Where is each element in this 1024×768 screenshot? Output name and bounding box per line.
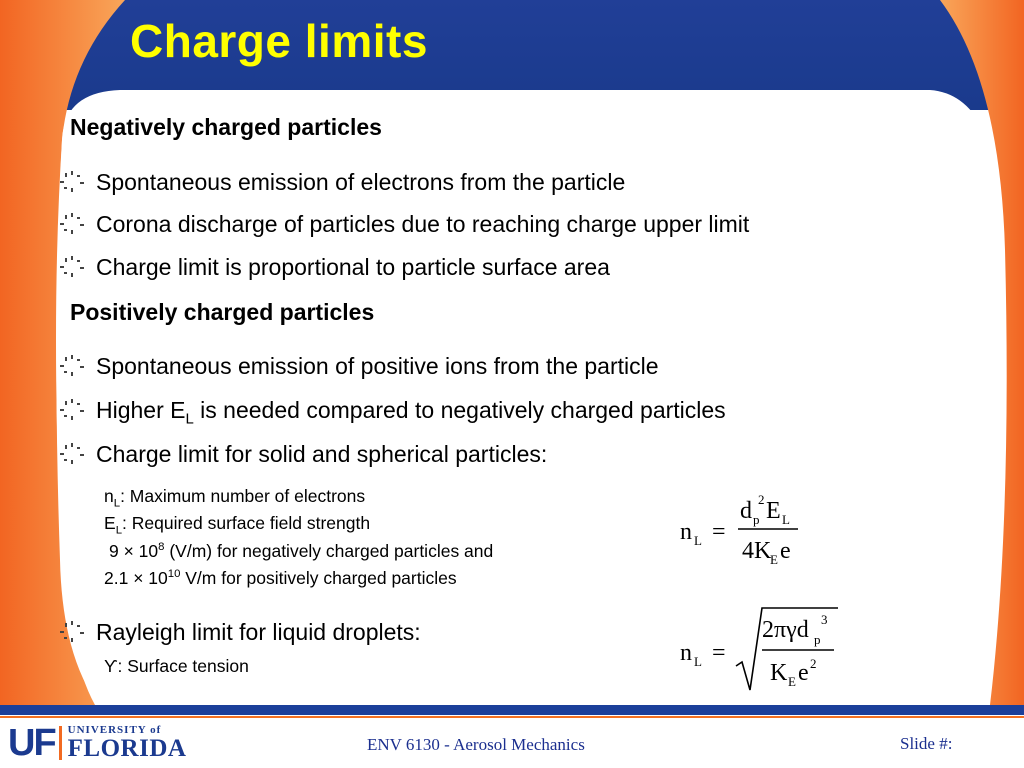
rayleigh-limit-equation bbox=[678, 604, 848, 694]
slide-title: Charge limits bbox=[130, 15, 428, 67]
svg-text:K: K bbox=[770, 660, 788, 686]
bullet-negative-2 bbox=[58, 211, 749, 238]
uf-logo bbox=[8, 722, 186, 764]
svg-text:L: L bbox=[694, 533, 702, 548]
bullet-text: Charge limit for solid and spherical particles: bbox=[96, 441, 548, 467]
svg-text:L: L bbox=[694, 654, 702, 669]
logo-divider bbox=[59, 726, 62, 760]
note-surface-tension: ϒ: Surface tension bbox=[104, 656, 249, 676]
svg-text:E: E bbox=[766, 498, 781, 524]
svg-text:n: n bbox=[680, 519, 692, 545]
svg-text:E: E bbox=[788, 674, 796, 689]
svg-text:2πγd: 2πγd bbox=[762, 617, 809, 643]
EL-text: : Required surface field strength bbox=[122, 513, 371, 533]
bullet-text-post: is needed compared to negatively charged particles bbox=[193, 397, 726, 423]
uf-logo-mark: UF bbox=[8, 721, 55, 764]
logo-wordmark bbox=[68, 725, 187, 761]
bullet-text: Corona discharge of particles due to reaching charge upper limit bbox=[96, 211, 750, 237]
footer-orange-line bbox=[0, 716, 1024, 718]
bullet-icon bbox=[58, 213, 88, 235]
logo-florida: FLORIDA bbox=[67, 735, 187, 762]
svg-text:4K: 4K bbox=[742, 538, 772, 564]
svg-text:2: 2 bbox=[758, 492, 765, 507]
neg-value-exp: 8 bbox=[158, 541, 165, 554]
bullet-icon bbox=[58, 443, 88, 465]
neg-value-pre: 9 × 10 bbox=[109, 541, 159, 561]
bullet-rayleigh bbox=[58, 619, 421, 646]
bullet-text: Rayleigh limit for liquid droplets: bbox=[96, 619, 421, 645]
nL-symbol: n bbox=[104, 486, 114, 506]
svg-text:=: = bbox=[712, 519, 726, 545]
EL-sub: L bbox=[115, 524, 123, 537]
svg-text:2: 2 bbox=[810, 656, 817, 671]
bullet-icon bbox=[58, 355, 88, 377]
positive-heading: Positively charged particles bbox=[70, 299, 375, 325]
svg-text:n: n bbox=[680, 640, 692, 666]
note-EL bbox=[104, 513, 370, 537]
bullet-text: Charge limit is proportional to particle surface area bbox=[96, 254, 610, 280]
svg-text:d: d bbox=[740, 498, 752, 524]
pos-value-pre: 2.1 × 10 bbox=[104, 568, 168, 588]
svg-text:p: p bbox=[753, 512, 760, 527]
bullet-icon bbox=[58, 256, 88, 278]
bullet-text-pre: Higher E bbox=[96, 397, 186, 423]
bullet-positive-2 bbox=[58, 397, 726, 428]
bullet-negative-1 bbox=[58, 169, 625, 196]
svg-text:e: e bbox=[780, 538, 791, 564]
nL-text: : Maximum number of electrons bbox=[120, 486, 366, 506]
svg-text:e: e bbox=[798, 660, 809, 686]
bullet-icon bbox=[58, 399, 88, 421]
bullet-icon bbox=[58, 621, 88, 643]
bullet-negative-3 bbox=[58, 254, 610, 281]
charge-limit-equation bbox=[678, 490, 818, 570]
bullet-text: Spontaneous emission of positive ions from the particle bbox=[96, 353, 659, 379]
slide-number: Slide #: bbox=[900, 734, 953, 753]
note-negative-value bbox=[109, 541, 493, 562]
pos-value-post: V/m for positively charged particles bbox=[180, 568, 457, 588]
bullet-positive-1 bbox=[58, 353, 659, 380]
course-name: ENV 6130 - Aerosol Mechanics bbox=[367, 735, 585, 754]
logo-university-line: UNIVERSITY of bbox=[67, 724, 162, 736]
bullet-text: Spontaneous emission of electrons from the particle bbox=[96, 169, 626, 195]
svg-text:L: L bbox=[782, 512, 790, 527]
negative-heading: Negatively charged particles bbox=[70, 114, 382, 140]
pos-value-exp: 10 bbox=[167, 568, 181, 581]
svg-text:p: p bbox=[814, 632, 821, 647]
bullet-positive-3 bbox=[58, 441, 547, 468]
footer-top-line bbox=[0, 705, 1024, 715]
svg-text:3: 3 bbox=[821, 612, 828, 627]
EL-symbol: E bbox=[104, 513, 116, 533]
bullet-icon bbox=[58, 171, 88, 193]
svg-text:E: E bbox=[770, 552, 778, 567]
note-positive-value bbox=[104, 568, 457, 589]
bullet-text-sub: L bbox=[185, 410, 194, 428]
note-nL bbox=[104, 486, 365, 510]
svg-text:=: = bbox=[712, 640, 726, 666]
neg-value-post: (V/m) for negatively charged particles and bbox=[164, 541, 494, 561]
nL-sub: L bbox=[113, 497, 121, 510]
